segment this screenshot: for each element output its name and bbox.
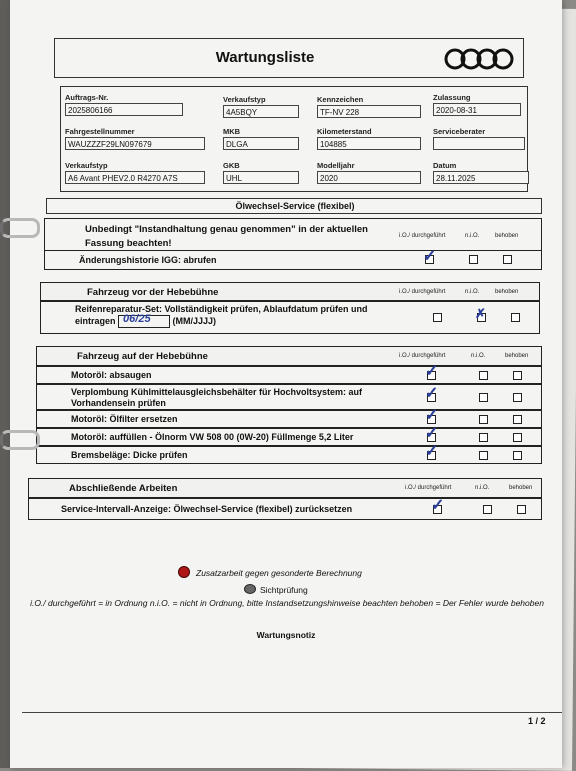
registration-date-field: 2020-08-31 <box>433 103 521 116</box>
checklist-row <box>36 425 542 446</box>
field-label: Verkaufstyp <box>65 161 108 170</box>
order-number-field: 2025806166 <box>65 103 183 116</box>
col-header-fixed: behoben <box>495 289 519 295</box>
field-label: Auftrags-Nr. <box>65 93 109 102</box>
section-header-final <box>28 478 542 498</box>
fixed-checkbox[interactable] <box>513 415 522 424</box>
field-label: Verkaufstyp <box>223 95 266 104</box>
binder-ring-icon <box>0 430 40 450</box>
fixed-checkbox[interactable] <box>503 255 512 264</box>
model-year-field: 2020 <box>317 171 421 184</box>
vehicle-header <box>60 86 528 192</box>
item-text: Änderungshistorie IGG: abrufen <box>79 255 217 265</box>
nio-checkbox[interactable] <box>469 255 478 264</box>
col-header-nio: n.i.O. <box>471 353 486 359</box>
vin-field: WAUZZZF29LN097679 <box>65 137 205 150</box>
checklist-row <box>36 407 542 428</box>
document-page <box>10 0 562 768</box>
nio-checkbox[interactable] <box>479 451 488 460</box>
mileage-field: 104885 <box>317 137 421 150</box>
field-label: Modelljahr <box>317 161 355 170</box>
notice-text: Unbedingt "Instandhaltung genau genommen" in der aktuellen Fassung beachten! <box>85 224 368 249</box>
checklist-row <box>40 300 540 334</box>
audi-logo-icon <box>441 47 521 71</box>
col-header-fixed: behoben <box>505 353 529 359</box>
field-label: Datum <box>433 161 457 170</box>
legend-extra-work: Zusatzarbeit gegen gesonderte Berechnung <box>196 568 362 578</box>
col-header-nio: n.i.O. <box>465 233 480 239</box>
expiry-date-input[interactable] <box>118 315 170 328</box>
field-label: Serviceberater <box>433 127 486 136</box>
col-header-done: i.O./ durchgeführt <box>399 233 446 239</box>
item-text-line1: Reifenreparatur-Set: Vollständigkeit prüfen, Ablaufdatum prüfen und <box>75 304 368 314</box>
checklist-row <box>36 443 542 464</box>
handwritten-date: 06/25 <box>123 313 151 325</box>
fixed-checkbox[interactable] <box>513 393 522 402</box>
col-header-done: i.O./ durchgeführt <box>399 353 446 359</box>
checklist-row <box>28 498 542 520</box>
footer-divider <box>22 712 562 713</box>
nio-checkbox[interactable] <box>479 371 488 380</box>
field-label: Kilometerstand <box>317 127 372 136</box>
nio-checkbox[interactable] <box>479 433 488 442</box>
fixed-checkbox[interactable] <box>513 433 522 442</box>
item-text: Motoröl: Ölfilter ersetzen <box>71 414 178 424</box>
item-text-pre: eintragen <box>75 315 116 326</box>
model-field: A6 Avant PHEV2.0 R4270 A7S <box>65 171 205 184</box>
section-header-on-lift <box>36 346 542 366</box>
col-header-nio: n.i.O. <box>475 485 490 491</box>
checkmark-icon: ✓ <box>425 385 439 402</box>
item-text: Motoröl: auffüllen - Ölnorm VW 508 00 (0W-20) Füllmenge 5,2 Liter <box>71 432 354 442</box>
maintenance-notes-title: Wartungsnotiz <box>256 630 316 640</box>
col-header-done: i.O./ durchgeführt <box>405 485 452 491</box>
checkmark-icon: ✓ <box>423 248 437 265</box>
fixed-checkbox[interactable] <box>513 371 522 380</box>
page-title: Wartungsliste <box>215 49 315 66</box>
cross-mark-icon: ✗ <box>475 306 486 321</box>
license-plate-field: TF-NV 228 <box>317 105 421 118</box>
service-title-bar <box>46 198 542 214</box>
fixed-checkbox[interactable] <box>511 313 520 322</box>
section-title: Fahrzeug auf der Hebebühne <box>77 351 208 362</box>
field-label: Fahrgestellnummer <box>65 127 135 136</box>
engine-code-field: DLGA <box>223 137 299 150</box>
field-label: MKB <box>223 127 241 136</box>
col-header-fixed: behoben <box>495 233 519 239</box>
col-header-done: i.O./ durchgeführt <box>399 289 446 295</box>
date-field: 28.11.2025 <box>433 171 529 184</box>
nio-checkbox[interactable] <box>483 505 492 514</box>
field-label: Zulassung <box>433 93 471 102</box>
legend-visual-check: Sichtprüfung <box>260 585 308 595</box>
nio-checkbox[interactable] <box>479 415 488 424</box>
checkmark-icon: ✓ <box>425 363 439 380</box>
page-number: 1 / 2 <box>528 716 546 726</box>
checkmark-icon: ✓ <box>425 425 439 442</box>
service-title: Ölwechsel-Service (flexibel) <box>235 201 355 211</box>
sales-type-field: 4A5BQY <box>223 105 299 118</box>
nio-checkbox[interactable] <box>479 393 488 402</box>
visual-check-eye-icon <box>244 584 256 594</box>
section-title: Abschließende Arbeiten <box>69 483 178 494</box>
item-text: Verplombung Kühlmittelausgleichsbehälter für Hochvoltsystem: auf Vorhandensein prüfen <box>71 387 363 408</box>
item-text <box>75 304 405 328</box>
item-text: Service-Intervall-Anzeige: Ölwechsel-Service (flexibel) zurücksetzen <box>61 504 353 514</box>
checklist-row <box>36 384 542 410</box>
gearbox-code-field: UHL <box>223 171 299 184</box>
checkmark-icon: ✓ <box>425 443 439 460</box>
checkmark-icon: ✓ <box>431 497 445 514</box>
item-text-post: (MM/JJJJ) <box>172 315 217 326</box>
fixed-checkbox[interactable] <box>517 505 526 514</box>
title-box <box>54 38 524 78</box>
checklist-row <box>36 363 542 384</box>
legend-explanation: i.O./ durchgeführt = in Ordnung n.i.O. = nicht in Ordnung, bitte Instandsetzungshinweise beachten behoben = Der Fehler wurde behoben <box>30 598 544 608</box>
field-label: Kennzeichen <box>317 95 364 104</box>
col-header-nio: n.i.O. <box>465 289 480 295</box>
checkmark-icon: ✓ <box>425 407 439 424</box>
item-text: Motoröl: absaugen <box>71 370 152 380</box>
section-header-before-lift <box>40 282 540 302</box>
done-checkbox[interactable] <box>433 313 442 322</box>
binder-ring-icon <box>0 218 40 238</box>
col-header-fixed: behoben <box>509 485 533 491</box>
service-advisor-field <box>433 137 525 150</box>
checklist-row <box>44 250 542 270</box>
section-title: Fahrzeug vor der Hebebühne <box>87 287 219 298</box>
item-text: Bremsbeläge: Dicke prüfen <box>71 450 188 460</box>
fixed-checkbox[interactable] <box>513 451 522 460</box>
field-label: GKB <box>223 161 240 170</box>
extra-work-dot-icon <box>178 566 190 578</box>
